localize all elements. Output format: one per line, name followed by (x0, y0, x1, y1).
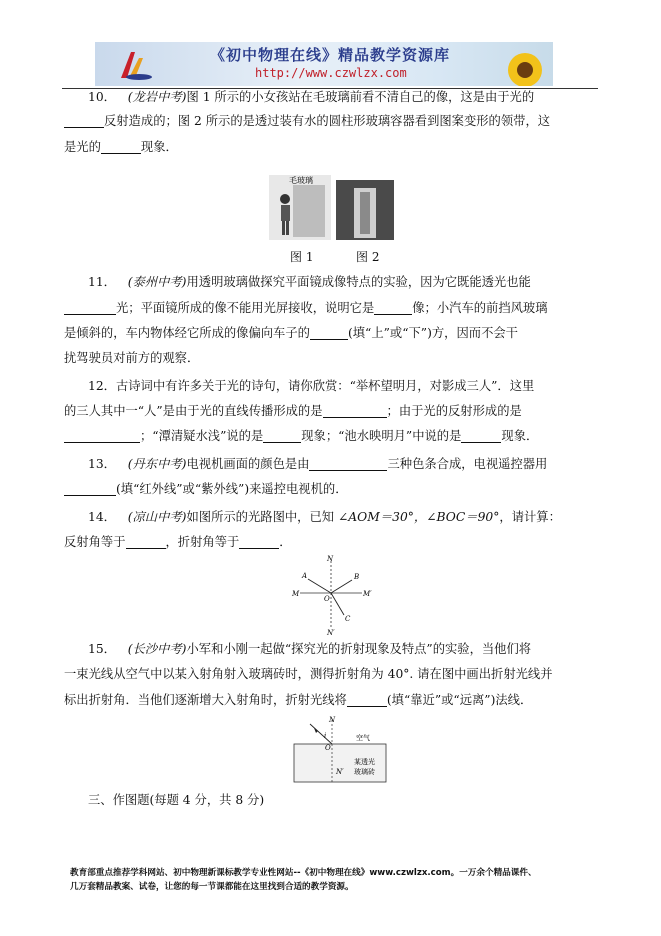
figure2-image (336, 180, 394, 240)
svg-text:玻璃砖: 玻璃砖 (354, 768, 375, 776)
figure2-label: 图 2 (356, 250, 380, 264)
svg-text:N: N (329, 716, 336, 724)
figure1-label: 图 1 (290, 250, 314, 264)
footer-line2: 几万套精品教案、试卷，让您的每一节课都能在这里找到合适的教学资源。 (70, 882, 354, 892)
q11-line3: 是倾斜的，车内物体经它所成的像偏向车子的 (填“上”或“下”)方，因而不会干 (64, 326, 518, 340)
q15-line3: 标出折射角．当他们逐渐增大入射角时，折射光线将 (填“靠近”或“远离”)法线． (64, 693, 533, 707)
svg-text:毛玻璃: 毛玻璃 (289, 176, 313, 185)
q13-line1: 13． (丹东中考)电视机画面的颜色是由 三种色条合成，电视遥控器用 (88, 457, 548, 471)
svg-text:i: i (324, 732, 327, 740)
q15-line2: 一束光线从空气中以某入射角射入玻璃砖时，测得折射角为 40°. 请在图中画出折射光线并 (64, 667, 553, 681)
q10-line2: 反射造成的；图 2 所示的是透过装有水的圆柱形玻璃容器看到图案变形的领带，这 (64, 110, 600, 133)
banner-title: 《初中物理在线》精品教学资源库 (210, 46, 451, 64)
footer-line1: 教育部重点推荐学科网站、初中物理新课标教学专业性网站--《初中物理在线》www.czwlzx.com。一万余个精品课件、 (70, 868, 537, 878)
q14-line2: 反射角等于 ，折射角等于 ． (64, 535, 292, 549)
svg-text:M′: M′ (363, 590, 372, 598)
q14-line1: 14． (凉山中考)如图所示的光路图中，已知 ∠AOM＝30°，∠BOC＝90°，请计算： (88, 510, 561, 524)
svg-text:O: O (325, 744, 331, 752)
q12-line2: 的三人其中一“人”是由于光的直线传播形成的是 ；由于光的反射形成的是 (64, 404, 522, 418)
q10-line1: 10． (龙岩中考)图 1 所示的小女孩站在毛玻璃前看不清自己的像，这是由于光的 (88, 90, 535, 104)
svg-text:某透光: 某透光 (354, 758, 375, 766)
q12-line3: ；“潭清疑水浅”说的是 现象；“池水映明月”中说的是 现象． (64, 425, 600, 448)
svg-text:C: C (345, 615, 351, 623)
svg-text:A: A (302, 572, 308, 580)
q11-line2: 光；平面镜所成的像不能用光屏接收，说明它是 像；小汽车的前挡风玻璃 (64, 297, 600, 320)
banner-url[interactable]: http://www.czwlzx.com (255, 66, 407, 80)
q11-line1: 11． (泰州中考)用透明玻璃做探究平面镜成像特点的实验，因为它既能透光也能 (88, 275, 531, 289)
logo-icon (117, 48, 153, 82)
svg-text:O: O (324, 595, 330, 603)
q12-line1: 12．古诗词中有许多关于光的诗句，请你欣赏：“举杯望明月，对影成三人”．这里 (88, 379, 535, 393)
q11-line4: 扰驾驶员对前方的观察． (64, 351, 200, 365)
header-banner (95, 42, 553, 86)
q15-line1: 15． (长沙中考)小军和小刚一起做“探究光的折射现象及特点”的实验，当他们将 (88, 642, 532, 656)
q15-glass-brick-diagram (292, 716, 388, 784)
svg-text:M: M (292, 590, 300, 598)
section3-title: 三、作图题(每题 4 分，共 8 分) (88, 793, 265, 807)
svg-text:空气: 空气 (356, 734, 370, 742)
q14-light-path-diagram (290, 555, 372, 635)
sunflower-icon (503, 48, 547, 86)
svg-text:N′: N′ (336, 768, 344, 776)
figure1-image (269, 175, 331, 240)
svg-text:N: N (327, 555, 334, 563)
svg-text:N′: N′ (327, 629, 335, 635)
q13-line2: (填“红外线”或“紫外线”)来遥控电视机的． (64, 478, 600, 501)
q10-line3: 是光的 现象． (64, 140, 178, 154)
svg-text:B: B (354, 573, 360, 581)
